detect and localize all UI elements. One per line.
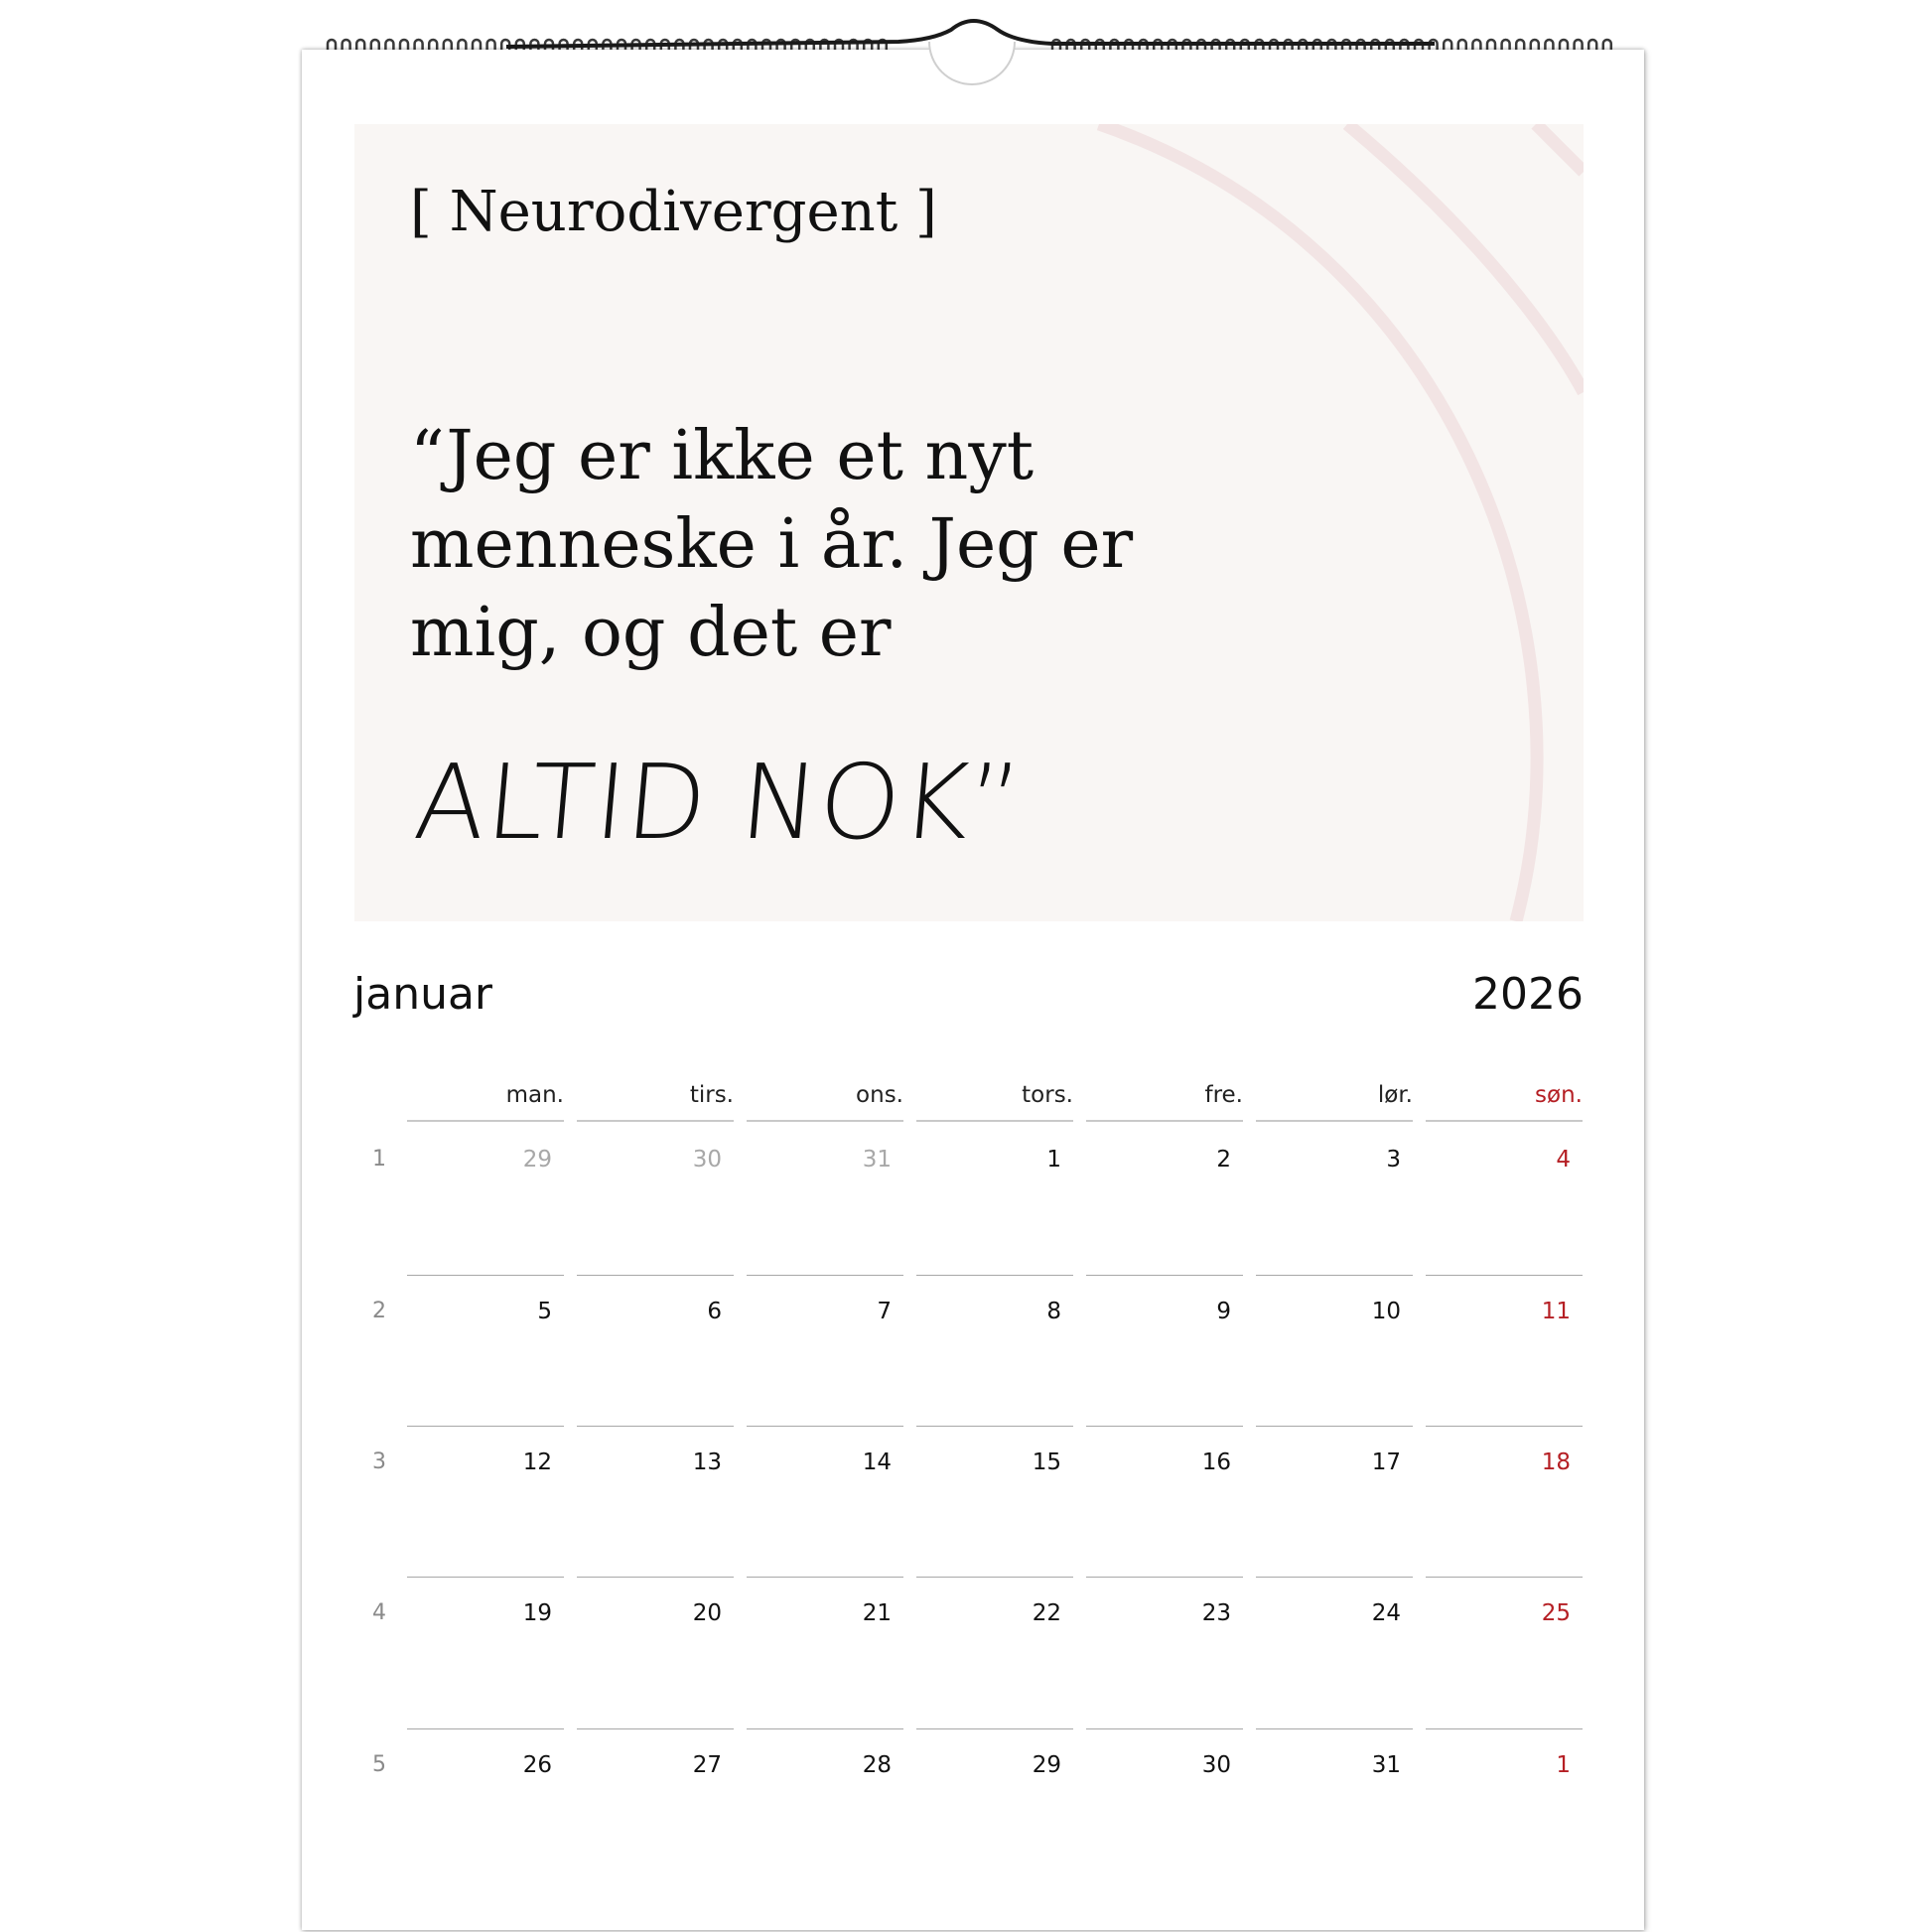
day-cell: 12 <box>522 1449 552 1475</box>
week-number: 2 <box>372 1299 386 1323</box>
day-cell: 20 <box>692 1600 722 1626</box>
row-divider <box>747 1426 903 1427</box>
row-divider <box>407 1426 564 1427</box>
row-divider <box>916 1275 1073 1276</box>
day-cell: 19 <box>522 1600 552 1626</box>
day-cell: 7 <box>877 1299 892 1324</box>
day-cell: 29 <box>1032 1752 1061 1778</box>
day-cell: 16 <box>1201 1449 1231 1475</box>
hanger-hole <box>927 42 1017 101</box>
row-divider <box>407 1577 564 1578</box>
weekday-header: tors. <box>1022 1082 1073 1108</box>
week-number: 4 <box>372 1600 386 1625</box>
day-cell: 9 <box>1216 1299 1231 1324</box>
row-divider <box>747 1728 903 1729</box>
row-divider <box>916 1426 1073 1427</box>
day-cell: 5 <box>537 1299 552 1324</box>
month-title: januar <box>353 969 493 1020</box>
day-cell: 31 <box>862 1147 892 1173</box>
quote-text: “Jeg er ikke et nyt menneske i år. Jeg er mig, og det er <box>410 417 1134 672</box>
weekday-header: tirs. <box>689 1082 734 1108</box>
day-cell: 21 <box>862 1600 892 1626</box>
weekday-header: man. <box>505 1082 564 1108</box>
row-divider <box>747 1275 903 1276</box>
day-cell: 1 <box>1046 1147 1061 1173</box>
day-cell: 28 <box>862 1752 892 1778</box>
weekday-divider <box>916 1120 1073 1122</box>
day-cell: 1 <box>1556 1752 1571 1778</box>
weekday-header: fre. <box>1204 1082 1243 1108</box>
quote-image <box>354 124 1584 921</box>
row-divider <box>1256 1426 1413 1427</box>
row-divider <box>577 1426 734 1427</box>
quote-emphasis: ALTID NOK” <box>410 742 1028 863</box>
week-number: 5 <box>372 1752 386 1777</box>
row-divider <box>747 1577 903 1578</box>
day-cell: 17 <box>1371 1449 1401 1475</box>
quote-category: [ Neurodivergent ] <box>410 180 937 244</box>
day-cell: 18 <box>1541 1449 1571 1475</box>
row-divider <box>1256 1728 1413 1729</box>
day-cell: 27 <box>692 1752 722 1778</box>
day-cell: 24 <box>1371 1600 1401 1626</box>
row-divider <box>1426 1577 1583 1578</box>
row-divider <box>577 1275 734 1276</box>
row-divider <box>577 1577 734 1578</box>
day-cell: 26 <box>522 1752 552 1778</box>
day-cell: 25 <box>1541 1600 1571 1626</box>
day-cell: 3 <box>1386 1147 1401 1173</box>
day-cell: 13 <box>692 1449 722 1475</box>
day-cell: 11 <box>1541 1299 1571 1324</box>
row-divider <box>1426 1426 1583 1427</box>
year-title: 2026 <box>1472 969 1584 1020</box>
day-cell: 2 <box>1216 1147 1231 1173</box>
row-divider <box>1086 1577 1243 1578</box>
day-cell: 29 <box>522 1147 552 1173</box>
row-divider <box>407 1275 564 1276</box>
weekday-divider <box>1256 1120 1413 1122</box>
day-cell: 14 <box>862 1449 892 1475</box>
row-divider <box>1426 1728 1583 1729</box>
day-cell: 23 <box>1201 1600 1231 1626</box>
weekday-divider <box>577 1120 734 1122</box>
row-divider <box>1256 1275 1413 1276</box>
row-divider <box>1086 1728 1243 1729</box>
row-divider <box>916 1577 1073 1578</box>
day-cell: 8 <box>1046 1299 1061 1324</box>
row-divider <box>1256 1577 1413 1578</box>
weekday-header: ons. <box>856 1082 903 1108</box>
weekday-divider <box>747 1120 903 1122</box>
week-number: 3 <box>372 1449 386 1474</box>
weekday-header: søn. <box>1535 1082 1583 1108</box>
row-divider <box>1086 1275 1243 1276</box>
day-cell: 4 <box>1556 1147 1571 1173</box>
weekday-divider <box>1426 1120 1583 1122</box>
day-cell: 6 <box>707 1299 722 1324</box>
weekday-header: lør. <box>1377 1082 1413 1108</box>
row-divider <box>916 1728 1073 1729</box>
week-number: 1 <box>372 1147 386 1172</box>
day-cell: 15 <box>1032 1449 1061 1475</box>
weekday-divider <box>1086 1120 1243 1122</box>
weekday-divider <box>407 1120 564 1122</box>
row-divider <box>1426 1275 1583 1276</box>
day-cell: 30 <box>1201 1752 1231 1778</box>
row-divider <box>577 1728 734 1729</box>
day-cell: 22 <box>1032 1600 1061 1626</box>
row-divider <box>407 1728 564 1729</box>
row-divider <box>1086 1426 1243 1427</box>
day-cell: 10 <box>1371 1299 1401 1324</box>
day-cell: 31 <box>1371 1752 1401 1778</box>
day-cell: 30 <box>692 1147 722 1173</box>
